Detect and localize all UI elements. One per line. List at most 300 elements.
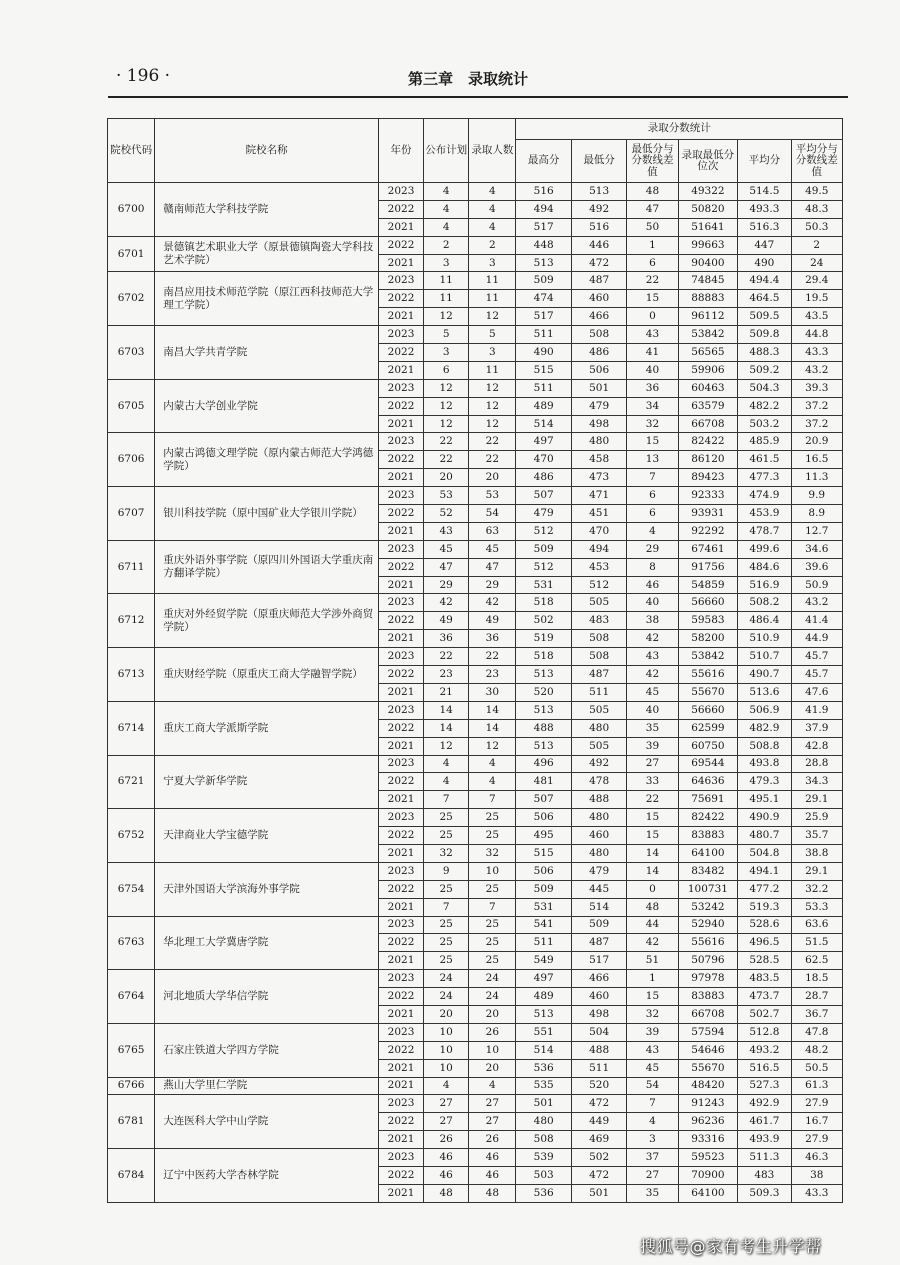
cell-min-diff: 7 bbox=[627, 469, 678, 487]
cell-plan: 21 bbox=[424, 683, 469, 701]
cell-avg-diff: 41.4 bbox=[791, 612, 842, 630]
cell-avg-diff: 50.3 bbox=[791, 218, 842, 236]
cell-plan: 6 bbox=[424, 361, 469, 379]
cell-avg: 508.2 bbox=[738, 594, 791, 612]
cell-admitted: 4 bbox=[469, 183, 516, 201]
cell-min: 508 bbox=[571, 326, 626, 344]
cell-admitted: 14 bbox=[469, 719, 516, 737]
school-name: 大连医科大学中山学院 bbox=[155, 1095, 379, 1149]
cell-avg: 513.6 bbox=[738, 683, 791, 701]
cell-min: 480 bbox=[571, 809, 626, 827]
cell-plan: 48 bbox=[424, 1184, 469, 1202]
cell-avg-diff: 20.9 bbox=[791, 433, 842, 451]
cell-max: 501 bbox=[516, 1095, 571, 1113]
table-row bbox=[108, 433, 843, 451]
cell-avg: 493.2 bbox=[738, 1041, 791, 1059]
page-header bbox=[108, 62, 848, 92]
cell-admitted: 25 bbox=[469, 809, 516, 827]
cell-avg-diff: 49.5 bbox=[791, 183, 842, 201]
cell-min-diff: 15 bbox=[627, 433, 678, 451]
cell-admitted: 26 bbox=[469, 1131, 516, 1149]
cell-min-rank: 53842 bbox=[678, 326, 738, 344]
cell-max: 551 bbox=[516, 1023, 571, 1041]
cell-min-rank: 59906 bbox=[678, 361, 738, 379]
cell-min-diff: 51 bbox=[627, 952, 678, 970]
cell-max: 490 bbox=[516, 344, 571, 362]
cell-max: 518 bbox=[516, 594, 571, 612]
cell-min-rank: 97978 bbox=[678, 970, 738, 988]
school-code: 6711 bbox=[108, 540, 155, 594]
cell-admitted: 25 bbox=[469, 880, 516, 898]
cell-avg: 502.7 bbox=[738, 1005, 791, 1023]
cell-min-diff: 6 bbox=[627, 487, 678, 505]
cell-avg-diff: 39.6 bbox=[791, 558, 842, 576]
cell-plan: 43 bbox=[424, 522, 469, 540]
cell-avg-diff: 42.8 bbox=[791, 737, 842, 755]
cell-admitted: 46 bbox=[469, 1149, 516, 1167]
cell-year: 2021 bbox=[378, 683, 423, 701]
cell-min: 472 bbox=[571, 1166, 626, 1184]
cell-admitted: 11 bbox=[469, 272, 516, 290]
cell-min: 488 bbox=[571, 791, 626, 809]
cell-plan: 10 bbox=[424, 1041, 469, 1059]
cell-plan: 36 bbox=[424, 630, 469, 648]
cell-min: 460 bbox=[571, 290, 626, 308]
cell-min: 487 bbox=[571, 272, 626, 290]
table-row bbox=[108, 540, 843, 558]
school-name: 内蒙古鸿德文理学院（原内蒙古师范大学鸿德学院） bbox=[155, 433, 379, 487]
cell-avg-diff: 48.2 bbox=[791, 1041, 842, 1059]
school-code: 6701 bbox=[108, 236, 155, 272]
table-row bbox=[108, 862, 843, 880]
school-name: 天津商业大学宝德学院 bbox=[155, 809, 379, 863]
cell-plan: 4 bbox=[424, 773, 469, 791]
cell-avg-diff: 41.9 bbox=[791, 701, 842, 719]
cell-min-diff: 32 bbox=[627, 415, 678, 433]
cell-avg: 509.5 bbox=[738, 308, 791, 326]
cell-plan: 11 bbox=[424, 290, 469, 308]
cell-min-rank: 90400 bbox=[678, 254, 738, 272]
cell-plan: 32 bbox=[424, 844, 469, 862]
cell-min-diff: 15 bbox=[627, 809, 678, 827]
cell-min-rank: 55670 bbox=[678, 683, 738, 701]
school-code: 6706 bbox=[108, 433, 155, 487]
cell-max: 497 bbox=[516, 433, 571, 451]
cell-min-rank: 62599 bbox=[678, 719, 738, 737]
table-row bbox=[108, 701, 843, 719]
cell-admitted: 25 bbox=[469, 934, 516, 952]
cell-avg-diff: 43.2 bbox=[791, 361, 842, 379]
cell-max: 549 bbox=[516, 952, 571, 970]
school-code: 6752 bbox=[108, 809, 155, 863]
cell-admitted: 36 bbox=[469, 630, 516, 648]
cell-max: 488 bbox=[516, 719, 571, 737]
cell-year: 2022 bbox=[378, 1166, 423, 1184]
cell-avg: 511.3 bbox=[738, 1149, 791, 1167]
cell-min: 480 bbox=[571, 844, 626, 862]
cell-min: 466 bbox=[571, 308, 626, 326]
cell-min-diff: 27 bbox=[627, 1166, 678, 1184]
table-row bbox=[108, 594, 843, 612]
cell-avg-diff: 37.9 bbox=[791, 719, 842, 737]
cell-min-rank: 64100 bbox=[678, 844, 738, 862]
cell-min: 508 bbox=[571, 648, 626, 666]
cell-admitted: 46 bbox=[469, 1166, 516, 1184]
cell-avg: 486.4 bbox=[738, 612, 791, 630]
cell-year: 2023 bbox=[378, 326, 423, 344]
cell-min-diff: 6 bbox=[627, 505, 678, 523]
header-plan: 公布计划 bbox=[424, 119, 469, 183]
cell-avg: 485.9 bbox=[738, 433, 791, 451]
cell-plan: 27 bbox=[424, 1113, 469, 1131]
cell-avg-diff: 16.7 bbox=[791, 1113, 842, 1131]
cell-min: 516 bbox=[571, 218, 626, 236]
cell-max: 503 bbox=[516, 1166, 571, 1184]
cell-min-diff: 1 bbox=[627, 236, 678, 254]
cell-admitted: 53 bbox=[469, 487, 516, 505]
cell-avg-diff: 2 bbox=[791, 236, 842, 254]
cell-max: 489 bbox=[516, 988, 571, 1006]
cell-avg: 473.7 bbox=[738, 988, 791, 1006]
cell-min: 472 bbox=[571, 1095, 626, 1113]
cell-plan: 47 bbox=[424, 558, 469, 576]
cell-max: 489 bbox=[516, 397, 571, 415]
cell-year: 2022 bbox=[378, 666, 423, 684]
cell-year: 2022 bbox=[378, 612, 423, 630]
cell-max: 481 bbox=[516, 773, 571, 791]
cell-min-rank: 53842 bbox=[678, 648, 738, 666]
header-avg-diff: 平均分与分数线差值 bbox=[791, 140, 842, 183]
cell-avg: 514.5 bbox=[738, 183, 791, 201]
cell-min: 512 bbox=[571, 576, 626, 594]
cell-year: 2023 bbox=[378, 970, 423, 988]
cell-avg: 490.9 bbox=[738, 809, 791, 827]
cell-min-rank: 64100 bbox=[678, 1184, 738, 1202]
cell-year: 2023 bbox=[378, 809, 423, 827]
cell-min-rank: 55616 bbox=[678, 934, 738, 952]
cell-admitted: 2 bbox=[469, 236, 516, 254]
cell-min: 514 bbox=[571, 898, 626, 916]
cell-avg: 484.6 bbox=[738, 558, 791, 576]
cell-avg: 479.3 bbox=[738, 773, 791, 791]
cell-min-diff: 47 bbox=[627, 200, 678, 218]
cell-min-rank: 83482 bbox=[678, 862, 738, 880]
cell-year: 2021 bbox=[378, 791, 423, 809]
cell-avg-diff: 43.3 bbox=[791, 344, 842, 362]
cell-min-diff: 40 bbox=[627, 701, 678, 719]
cell-avg-diff: 36.7 bbox=[791, 1005, 842, 1023]
cell-year: 2023 bbox=[378, 183, 423, 201]
cell-min-diff: 46 bbox=[627, 576, 678, 594]
cell-min-rank: 75691 bbox=[678, 791, 738, 809]
cell-avg: 516.5 bbox=[738, 1059, 791, 1077]
cell-max: 494 bbox=[516, 200, 571, 218]
cell-plan: 25 bbox=[424, 916, 469, 934]
cell-admitted: 54 bbox=[469, 505, 516, 523]
cell-max: 514 bbox=[516, 415, 571, 433]
cell-admitted: 10 bbox=[469, 862, 516, 880]
school-name: 燕山大学里仁学院 bbox=[155, 1077, 379, 1095]
cell-plan: 10 bbox=[424, 1023, 469, 1041]
cell-min-diff: 8 bbox=[627, 558, 678, 576]
cell-avg-diff: 43.5 bbox=[791, 308, 842, 326]
cell-max: 448 bbox=[516, 236, 571, 254]
cell-plan: 29 bbox=[424, 576, 469, 594]
cell-min-diff: 42 bbox=[627, 934, 678, 952]
cell-avg-diff: 12.7 bbox=[791, 522, 842, 540]
table-row bbox=[108, 648, 843, 666]
cell-min-diff: 44 bbox=[627, 916, 678, 934]
cell-admitted: 26 bbox=[469, 1023, 516, 1041]
cell-min-rank: 51641 bbox=[678, 218, 738, 236]
cell-year: 2023 bbox=[378, 272, 423, 290]
cell-plan: 24 bbox=[424, 988, 469, 1006]
cell-admitted: 20 bbox=[469, 1005, 516, 1023]
cell-avg-diff: 11.3 bbox=[791, 469, 842, 487]
cell-min: 460 bbox=[571, 988, 626, 1006]
cell-admitted: 20 bbox=[469, 469, 516, 487]
cell-plan: 25 bbox=[424, 827, 469, 845]
cell-avg-diff: 44.8 bbox=[791, 326, 842, 344]
cell-avg-diff: 47.6 bbox=[791, 683, 842, 701]
cell-min: 458 bbox=[571, 451, 626, 469]
cell-avg: 461.5 bbox=[738, 451, 791, 469]
cell-avg: 480.7 bbox=[738, 827, 791, 845]
cell-avg: 493.9 bbox=[738, 1131, 791, 1149]
table-row bbox=[108, 1077, 843, 1095]
cell-plan: 9 bbox=[424, 862, 469, 880]
cell-plan: 7 bbox=[424, 898, 469, 916]
cell-admitted: 3 bbox=[469, 254, 516, 272]
cell-min-diff: 40 bbox=[627, 594, 678, 612]
cell-min-diff: 6 bbox=[627, 254, 678, 272]
school-code: 6784 bbox=[108, 1149, 155, 1203]
cell-min-rank: 91243 bbox=[678, 1095, 738, 1113]
cell-min-diff: 41 bbox=[627, 344, 678, 362]
cell-min-rank: 67461 bbox=[678, 540, 738, 558]
cell-max: 512 bbox=[516, 522, 571, 540]
cell-min-diff: 4 bbox=[627, 522, 678, 540]
cell-min-rank: 92292 bbox=[678, 522, 738, 540]
cell-plan: 24 bbox=[424, 970, 469, 988]
cell-admitted: 47 bbox=[469, 558, 516, 576]
cell-avg: 493.8 bbox=[738, 755, 791, 773]
cell-max: 536 bbox=[516, 1059, 571, 1077]
cell-avg-diff: 53.3 bbox=[791, 898, 842, 916]
cell-plan: 12 bbox=[424, 737, 469, 755]
cell-year: 2021 bbox=[378, 576, 423, 594]
cell-admitted: 12 bbox=[469, 397, 516, 415]
cell-admitted: 7 bbox=[469, 791, 516, 809]
cell-avg-diff: 63.6 bbox=[791, 916, 842, 934]
cell-min: 498 bbox=[571, 1005, 626, 1023]
school-name: 重庆工商大学派斯学院 bbox=[155, 701, 379, 755]
cell-plan: 3 bbox=[424, 254, 469, 272]
school-code: 6754 bbox=[108, 862, 155, 916]
header-score-group: 录取分数统计 bbox=[516, 119, 843, 140]
cell-avg: 509.3 bbox=[738, 1184, 791, 1202]
cell-year: 2022 bbox=[378, 344, 423, 362]
school-code: 6700 bbox=[108, 183, 155, 237]
cell-avg: 510.9 bbox=[738, 630, 791, 648]
cell-avg-diff: 50.9 bbox=[791, 576, 842, 594]
cell-year: 2021 bbox=[378, 361, 423, 379]
cell-min-rank: 66708 bbox=[678, 415, 738, 433]
cell-min: 479 bbox=[571, 397, 626, 415]
cell-avg-diff: 28.8 bbox=[791, 755, 842, 773]
admission-table-container bbox=[107, 118, 843, 1203]
cell-avg-diff: 34.3 bbox=[791, 773, 842, 791]
table-row bbox=[108, 487, 843, 505]
cell-plan: 25 bbox=[424, 880, 469, 898]
cell-max: 519 bbox=[516, 630, 571, 648]
cell-avg: 483 bbox=[738, 1166, 791, 1184]
cell-year: 2023 bbox=[378, 1023, 423, 1041]
cell-avg: 499.6 bbox=[738, 540, 791, 558]
cell-year: 2021 bbox=[378, 898, 423, 916]
cell-min-diff: 15 bbox=[627, 988, 678, 1006]
cell-min: 473 bbox=[571, 469, 626, 487]
cell-plan: 20 bbox=[424, 1005, 469, 1023]
school-code: 6712 bbox=[108, 594, 155, 648]
cell-min-diff: 48 bbox=[627, 898, 678, 916]
cell-min-diff: 0 bbox=[627, 308, 678, 326]
cell-max: 515 bbox=[516, 844, 571, 862]
school-name: 河北地质大学华信学院 bbox=[155, 970, 379, 1024]
cell-min-rank: 93931 bbox=[678, 505, 738, 523]
cell-max: 470 bbox=[516, 451, 571, 469]
school-code: 6766 bbox=[108, 1077, 155, 1095]
cell-min-rank: 57594 bbox=[678, 1023, 738, 1041]
school-name: 内蒙古大学创业学院 bbox=[155, 379, 379, 433]
cell-year: 2022 bbox=[378, 988, 423, 1006]
cell-min-diff: 29 bbox=[627, 540, 678, 558]
cell-min-rank: 91756 bbox=[678, 558, 738, 576]
cell-admitted: 25 bbox=[469, 827, 516, 845]
table-body bbox=[108, 183, 843, 1203]
cell-admitted: 63 bbox=[469, 522, 516, 540]
school-name: 石家庄铁道大学四方学院 bbox=[155, 1023, 379, 1077]
page-number: · 196 · bbox=[116, 66, 171, 86]
cell-avg-diff: 29.1 bbox=[791, 862, 842, 880]
cell-plan: 12 bbox=[424, 308, 469, 326]
cell-year: 2023 bbox=[378, 648, 423, 666]
watermark-text: 搜狐号@家有考生升学帮 bbox=[640, 1237, 822, 1256]
cell-min-rank: 86120 bbox=[678, 451, 738, 469]
cell-year: 2023 bbox=[378, 916, 423, 934]
cell-avg: 496.5 bbox=[738, 934, 791, 952]
cell-min: 511 bbox=[571, 1059, 626, 1077]
cell-avg-diff: 48.3 bbox=[791, 200, 842, 218]
cell-year: 2021 bbox=[378, 469, 423, 487]
school-name: 华北理工大学冀唐学院 bbox=[155, 916, 379, 970]
cell-min-diff: 15 bbox=[627, 827, 678, 845]
cell-avg-diff: 29.1 bbox=[791, 791, 842, 809]
school-code: 6781 bbox=[108, 1095, 155, 1149]
cell-plan: 23 bbox=[424, 666, 469, 684]
cell-admitted: 22 bbox=[469, 648, 516, 666]
cell-min: 478 bbox=[571, 773, 626, 791]
cell-avg: 474.9 bbox=[738, 487, 791, 505]
cell-min: 479 bbox=[571, 862, 626, 880]
cell-min-diff: 42 bbox=[627, 666, 678, 684]
cell-max: 507 bbox=[516, 791, 571, 809]
cell-min-rank: 82422 bbox=[678, 809, 738, 827]
cell-plan: 11 bbox=[424, 272, 469, 290]
cell-min-diff: 7 bbox=[627, 1095, 678, 1113]
cell-min-diff: 14 bbox=[627, 844, 678, 862]
school-name: 赣南师范大学科技学院 bbox=[155, 183, 379, 237]
cell-avg-diff: 47.8 bbox=[791, 1023, 842, 1041]
cell-max: 539 bbox=[516, 1149, 571, 1167]
cell-avg: 495.1 bbox=[738, 791, 791, 809]
cell-admitted: 4 bbox=[469, 1077, 516, 1095]
cell-plan: 46 bbox=[424, 1166, 469, 1184]
school-code: 6702 bbox=[108, 272, 155, 326]
cell-max: 513 bbox=[516, 737, 571, 755]
cell-plan: 4 bbox=[424, 218, 469, 236]
cell-min-rank: 82422 bbox=[678, 433, 738, 451]
cell-min-rank: 93316 bbox=[678, 1131, 738, 1149]
school-code: 6705 bbox=[108, 379, 155, 433]
school-name: 辽宁中医药大学杏林学院 bbox=[155, 1149, 379, 1203]
cell-max: 509 bbox=[516, 880, 571, 898]
school-name: 重庆外语外事学院（原四川外国语大学重庆南方翻译学院） bbox=[155, 540, 379, 594]
cell-min-rank: 50820 bbox=[678, 200, 738, 218]
cell-plan: 49 bbox=[424, 612, 469, 630]
cell-avg-diff: 8.9 bbox=[791, 505, 842, 523]
cell-year: 2022 bbox=[378, 1113, 423, 1131]
cell-min-rank: 96236 bbox=[678, 1113, 738, 1131]
cell-avg-diff: 9.9 bbox=[791, 487, 842, 505]
cell-max: 535 bbox=[516, 1077, 571, 1095]
cell-min: 513 bbox=[571, 183, 626, 201]
cell-avg: 461.7 bbox=[738, 1113, 791, 1131]
cell-max: 513 bbox=[516, 254, 571, 272]
cell-plan: 2 bbox=[424, 236, 469, 254]
cell-avg: 478.7 bbox=[738, 522, 791, 540]
cell-admitted: 49 bbox=[469, 612, 516, 630]
header-year: 年份 bbox=[378, 119, 423, 183]
cell-max: 506 bbox=[516, 809, 571, 827]
cell-admitted: 27 bbox=[469, 1095, 516, 1113]
cell-max: 511 bbox=[516, 379, 571, 397]
cell-avg-diff: 27.9 bbox=[791, 1131, 842, 1149]
cell-plan: 7 bbox=[424, 791, 469, 809]
cell-plan: 12 bbox=[424, 397, 469, 415]
cell-max: 474 bbox=[516, 290, 571, 308]
cell-avg-diff: 43.2 bbox=[791, 594, 842, 612]
cell-min-rank: 56565 bbox=[678, 344, 738, 362]
cell-max: 507 bbox=[516, 487, 571, 505]
cell-max: 502 bbox=[516, 612, 571, 630]
cell-plan: 4 bbox=[424, 1077, 469, 1095]
cell-min-diff: 3 bbox=[627, 1131, 678, 1149]
cell-avg-diff: 28.7 bbox=[791, 988, 842, 1006]
cell-min: 509 bbox=[571, 916, 626, 934]
cell-admitted: 10 bbox=[469, 1041, 516, 1059]
cell-min: 505 bbox=[571, 737, 626, 755]
cell-min-rank: 96112 bbox=[678, 308, 738, 326]
cell-avg: 494.1 bbox=[738, 862, 791, 880]
school-name: 南昌大学共青学院 bbox=[155, 326, 379, 380]
table-row bbox=[108, 326, 843, 344]
cell-max: 480 bbox=[516, 1113, 571, 1131]
header-admitted: 录取人数 bbox=[469, 119, 516, 183]
cell-min-diff: 15 bbox=[627, 290, 678, 308]
cell-min-diff: 13 bbox=[627, 451, 678, 469]
cell-avg-diff: 62.5 bbox=[791, 952, 842, 970]
